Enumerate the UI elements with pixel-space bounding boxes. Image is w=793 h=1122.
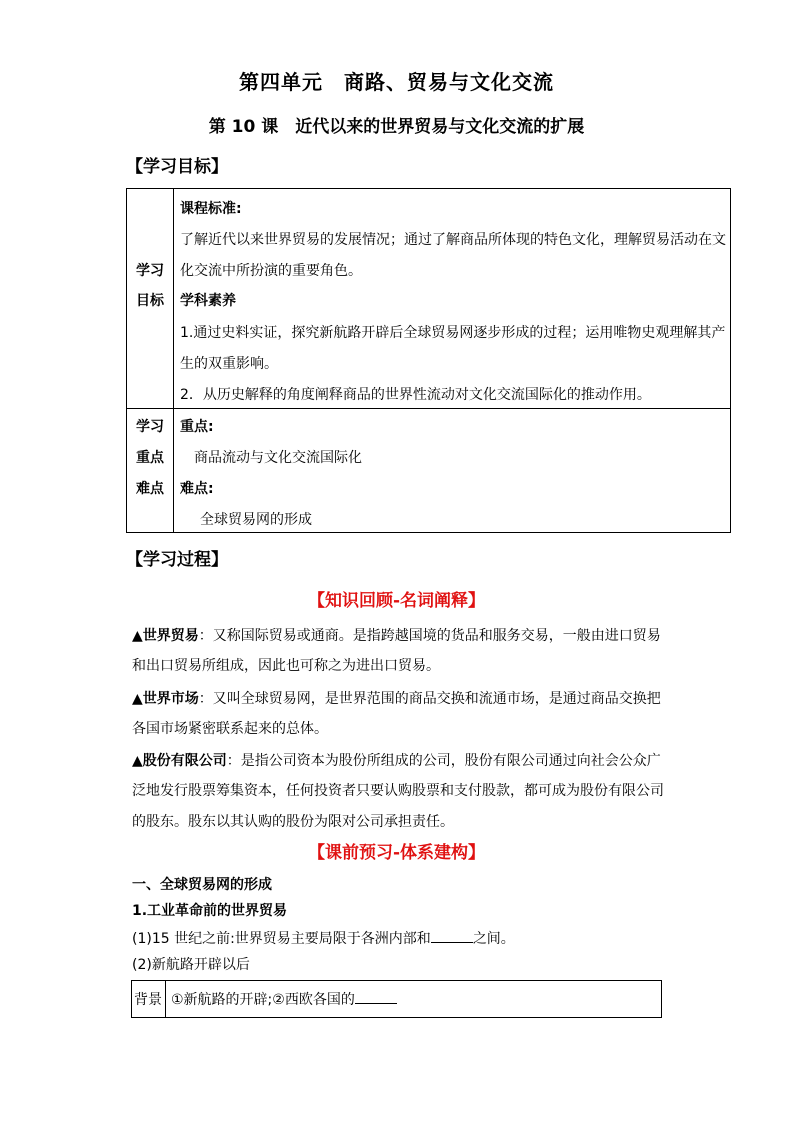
row1-label-line1: 学习 [136,263,164,279]
term-world-market: ▲世界市场 [132,691,199,707]
fill-blank-2[interactable] [355,989,397,1004]
lesson-title: 第 10 课 近代以来的世界贸易与文化交流的扩展 [208,117,585,137]
row1-label-line2: 目标 [136,293,164,309]
background-table-divider [165,980,166,1018]
preview-heading: 【课前预习-体系建构】 [307,843,486,863]
item2: (2)新航路开辟以后 [132,957,250,973]
objectives-heading: 【学习目标】 [126,157,228,177]
term-joint-stock-line1: ▲股份有限公司：是指公司资本为股份所组成的公司，股份有限公司通过向社会公众广 [132,753,661,769]
unit-title: 第四单元 商路、贸易与文化交流 [239,70,554,94]
item1: (1)15 世纪之前:世界贸易主要局限于各洲内部和 之间。 [132,928,515,948]
table-column-divider [173,188,174,533]
row2-label-line1: 学习 [136,419,164,435]
literacy-line3: 2．从历史解释的角度阐释商品的世界性流动对文化交流国际化的推动作用。 [180,387,651,403]
section1-heading: 一、全球贸易网的形成 [132,877,272,893]
curriculum-line2: 化交流中所扮演的重要角色。 [180,263,362,279]
term-world-trade-line1: ▲世界贸易：又称国际贸易或通商。是指跨越国境的货品和服务交易，一般由进口贸易 [132,628,661,644]
term-joint-stock-line2: 泛地发行股票筹集资本，任何投资者只要认购股票和支付股款，都可成为股份有限公司 [132,783,664,799]
term-joint-stock: ▲股份有限公司 [132,753,227,769]
literacy-label: 学科素养 [180,293,236,309]
table-row-divider [126,408,731,409]
term-world-trade: ▲世界贸易 [132,628,199,644]
background-content: ①新航路的开辟;②西欧各国的 [171,989,397,1009]
term-joint-stock-line3: 的股东。股东以其认购的股份为限对公司承担责任。 [132,814,454,830]
difficult-label: 难点: [180,481,214,497]
literacy-line2: 生的双重影响。 [180,356,278,372]
fill-blank-1[interactable] [431,928,473,943]
curriculum-line1: 了解近代以来世界贸易的发展情况；通过了解商品所体现的特色文化，理解贸易活动在文 [180,232,726,248]
row2-label-line2: 重点 [136,450,164,466]
term-world-trade-line2: 和出口贸易所组成，因此也可称之为进出口贸易。 [132,658,440,674]
background-label: 背景 [134,992,162,1008]
review-heading: 【知识回顾-名词阐释】 [307,591,486,611]
key-text: 商品流动与文化交流国际化 [194,450,362,466]
row2-label-line3: 难点 [136,481,164,497]
curriculum-label: 课程标准: [180,201,242,217]
process-heading: 【学习过程】 [126,550,228,570]
literacy-line1: 1.通过史料实证，探究新航路开辟后全球贸易网逐步形成的过程；运用唯物史观理解其产 [180,325,726,341]
difficult-text: 全球贸易网的形成 [200,512,312,528]
subsection1-heading: 1.工业革命前的世界贸易 [132,903,288,919]
term-world-market-line2: 各国市场紧密联系起来的总体。 [132,721,328,737]
key-label: 重点: [180,419,214,435]
term-world-market-line1: ▲世界市场：又叫全球贸易网，是世界范围的商品交换和流通市场，是通过商品交换把 [132,691,661,707]
